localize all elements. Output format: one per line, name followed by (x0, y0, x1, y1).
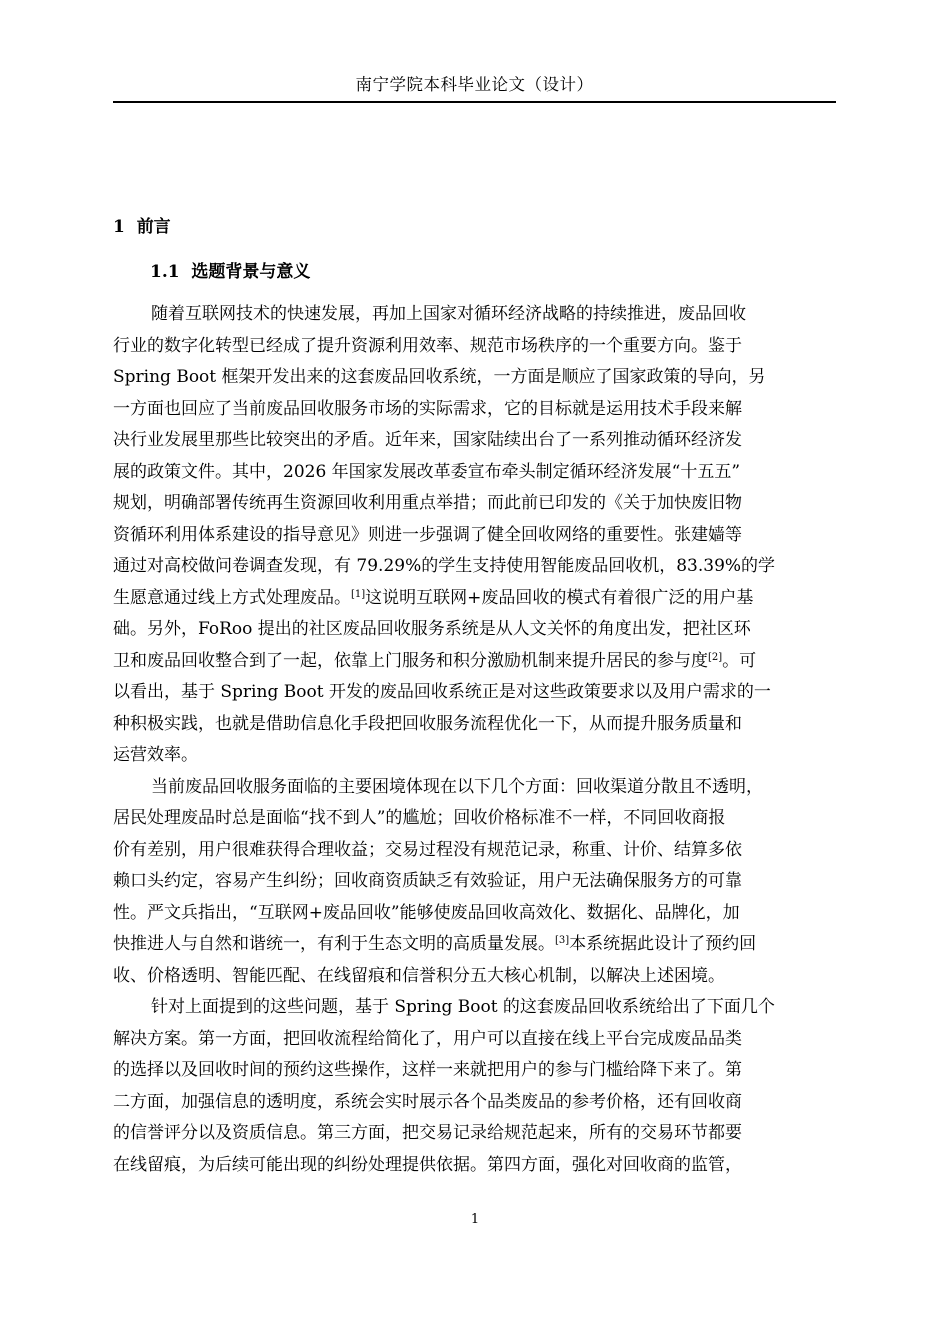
subsection-number: 1.1 (150, 262, 180, 282)
section-heading (113, 213, 171, 241)
text-segment: 在线留痕，为后续可能出现的纠纷处理提供依据。第四方面，强化对回收商的监管， (113, 1154, 742, 1175)
text-segment: 种积极实践，也就是借助信息化手段把回收服务流程优化一下，从而提升服务质量和 (113, 713, 742, 734)
text-line (113, 646, 836, 678)
section-number: 1 (113, 217, 125, 237)
text-line (113, 1055, 836, 1087)
text-segment: 的选择以及回收时间的预约这些操作，这样一来就把用户的参与门槛给降下来了。第 (113, 1060, 742, 1080)
text-line (113, 299, 836, 331)
text-segment: 性。严文兵指出，“互联网+废品回收”能够使废品回收高效化、数据化、品牌化，加 (113, 902, 740, 923)
paragraph (113, 992, 836, 1181)
text-segment: 通过对高校做问卷调查发现，有 79.29%的学生支持使用智能废品回收机，83.39%的学 (113, 556, 776, 576)
text-segment: 居民处理废品时总是面临“找不到人”的尴尬；回收价格标准不一样，不同回收商报 (113, 808, 726, 828)
text-line (113, 677, 836, 709)
text-segment: 。可 (722, 650, 757, 671)
text-line (113, 898, 836, 930)
text-line (113, 394, 836, 426)
text-segment: 快推进人与自然和谐统一，有利于生态文明的高质量发展。 (113, 934, 555, 954)
text-line (113, 1024, 836, 1056)
text-line (113, 1118, 836, 1150)
text-line (113, 929, 836, 961)
text-line (113, 835, 836, 867)
text-segment: 收、价格透明、智能匹配、在线留痕和信誉积分五大核心机制，以解决上述困境。 (113, 965, 725, 986)
text-line (113, 583, 836, 615)
text-line (113, 1087, 836, 1119)
text-segment: 决行业发展里那些比较突出的矛盾。近年来，国家陆续出台了一系列推动循环经济发 (113, 430, 742, 450)
text-segment: Spring Boot 框架开发出来的这套废品回收系统，一方面是顺应了国家政策的导向，另 (113, 367, 766, 387)
text-line (113, 1150, 836, 1182)
citation-marker: [2] (708, 651, 723, 663)
text-segment: 展的政策文件。其中，2026 年国家发展改革委宣布牵头制定循环经济发展“十五五” (113, 461, 741, 482)
text-segment: 一方面也回应了当前废品回收服务市场的实际需求，它的目标就是运用技术手段来解 (113, 398, 742, 419)
citation-marker: [3] (555, 935, 570, 946)
text-segment: 这说明互联网+废品回收的模式有着很广泛的用户基 (365, 587, 754, 608)
running-header: 南宁学院本科毕业论文（设计） (355, 75, 594, 94)
subsection-heading (150, 258, 310, 286)
text-segment: 本系统据此设计了预约回 (569, 934, 757, 954)
text-line (113, 772, 836, 804)
paragraph (113, 772, 836, 993)
text-line (113, 866, 836, 898)
text-segment: 卫和废品回收整合到了一起，依靠上门服务和积分激励机制来提升居民的参与度 (113, 650, 708, 671)
text-segment: 础。另外，FoRoo 提出的社区废品回收服务系统是从人文关怀的角度出发，把社区环 (113, 619, 751, 639)
text-segment: 的信誉评分以及资质信息。第三方面，把交易记录给规范起来，所有的交易环节都要 (113, 1123, 742, 1143)
text-line (113, 520, 836, 552)
section-title: 前言 (136, 217, 171, 237)
citation-marker: [1] (351, 588, 366, 600)
text-segment: 随着互联网技术的快速发展，再加上国家对循环经济战略的持续推进，废品回收 (151, 304, 746, 324)
header-rule (113, 101, 836, 103)
text-segment: 解决方案。第一方面，把回收流程给简化了，用户可以直接在线上平台完成废品品类 (113, 1028, 742, 1049)
paragraph (113, 299, 836, 772)
text-segment: 当前废品回收服务面临的主要困境体现在以下几个方面：回收渠道分散且不透明， (151, 776, 763, 797)
text-segment: 针对上面提到的这些问题，基于 Spring Boot 的这套废品回收系统给出了下面几个 (151, 997, 775, 1017)
text-line (113, 488, 836, 520)
text-line (113, 961, 836, 993)
text-segment: 二方面，加强信息的透明度，系统会实时展示各个品类废品的参考价格，还有回收商 (113, 1091, 742, 1112)
page-number: 1 (470, 1212, 480, 1227)
text-line (113, 362, 836, 394)
text-segment: 行业的数字化转型已经成了提升资源利用效率、规范市场秩序的一个重要方向。鉴于 (113, 335, 742, 356)
text-segment: 生愿意通过线上方式处理废品。 (113, 587, 351, 608)
text-segment: 价有差别，用户很难获得合理收益；交易过程没有规范记录，称重、计价、结算多依 (113, 839, 742, 860)
text-line (113, 425, 836, 457)
text-line (113, 614, 836, 646)
text-line (113, 803, 836, 835)
text-segment: 规划，明确部署传统再生资源回收利用重点举措；而此前已印发的《关于加快废旧物 (113, 493, 742, 513)
text-segment: 运营效率。 (113, 745, 198, 765)
subsection-title: 选题背景与意义 (191, 262, 311, 282)
text-line (113, 992, 836, 1024)
body-text (113, 299, 836, 1181)
text-line (113, 331, 836, 363)
text-line (113, 457, 836, 489)
text-segment: 以看出，基于 Spring Boot 开发的废品回收系统正是对这些政策要求以及用户需求的一 (113, 682, 771, 702)
text-line (113, 551, 836, 583)
text-segment: 资循环利用体系建设的指导意见》则进一步强调了健全回收网络的重要性。张建嫱等 (113, 524, 742, 545)
text-line (113, 709, 836, 741)
text-line (113, 740, 836, 772)
text-segment: 赖口头约定，容易产生纠纷；回收商资质缺乏有效验证，用户无法确保服务方的可靠 (113, 871, 742, 891)
